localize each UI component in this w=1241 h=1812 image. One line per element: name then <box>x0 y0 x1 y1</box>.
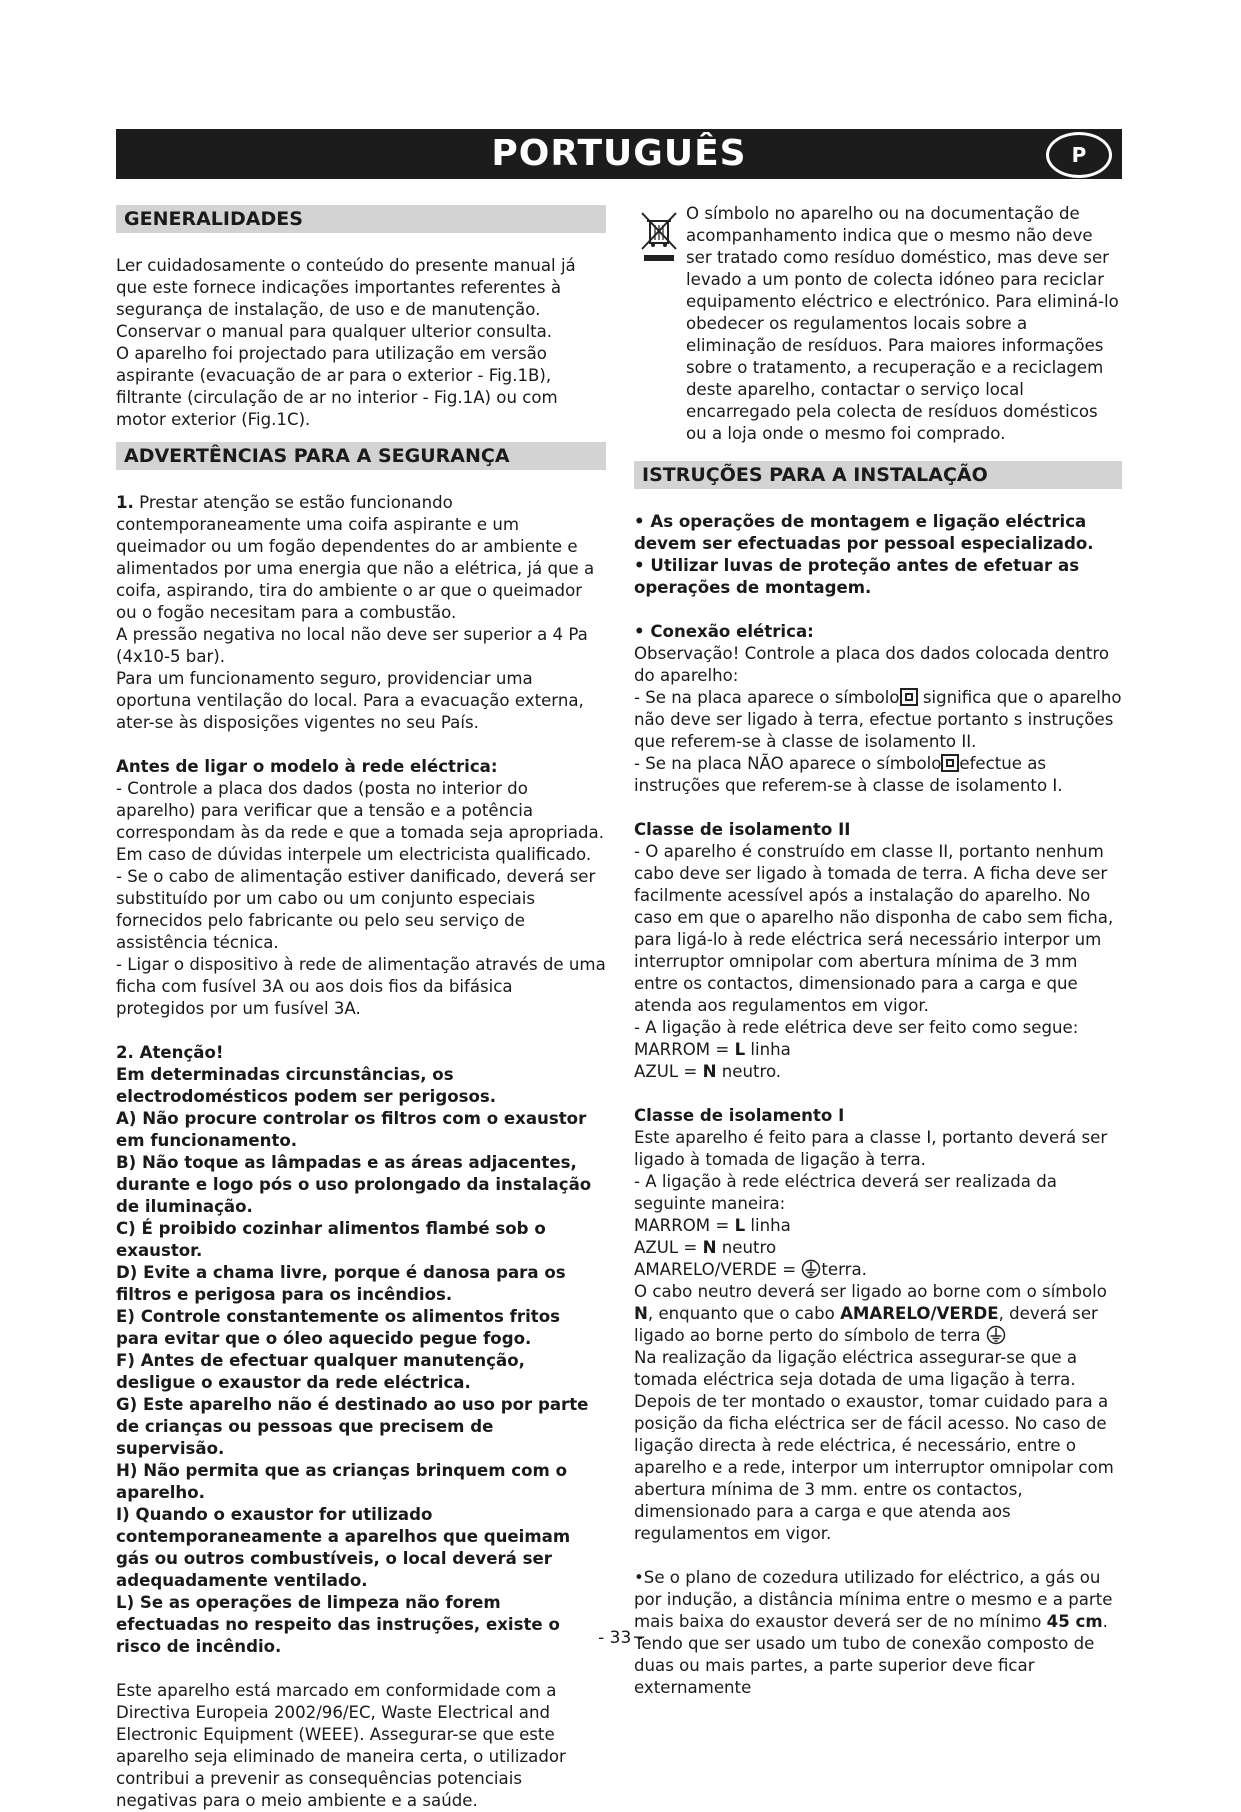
wire-blue-2 <box>634 1237 1122 1259</box>
generalidades-paragraph: Ler cuidadosamente o conteúdo do presente manual já que este fornece indicações importantes referentes à segurança de instalação, de uso e de manutenção. Conservar o manual para qualquer ulterior consulta. <box>116 256 576 341</box>
neutral-wire-text <box>634 1281 1122 1347</box>
neutral-wire-text-a: O cabo neutro deverá ser ligado ao borne com o símbolo <box>634 1282 1107 1301</box>
attention-item-b: B) Não toque as lâmpadas e as áreas adjacentes, durante e logo pós o uso prolongado da instalação de iluminação. <box>116 1153 592 1216</box>
language-badge: P <box>1046 132 1112 178</box>
language-title: PORTUGUÊS <box>491 133 747 174</box>
hob-distance-text-c: . <box>1102 1612 1108 1631</box>
class-i-check <box>634 753 1122 797</box>
attention-heading: 2. Atenção! <box>116 1043 224 1062</box>
class-i-connection: - A ligação à rede eléctrica deverá ser realizada da seguinte maneira: <box>634 1172 1057 1213</box>
class-i-heading: Classe de isolamento I <box>634 1106 845 1125</box>
attention-item-a: A) Não procure controlar os filtros com o exaustor em funcionamento. <box>116 1109 587 1150</box>
wire-blue-key: N <box>702 1062 717 1081</box>
class-ii-connection: - A ligação à rede elétrica deve ser feito como segue: <box>634 1018 1079 1037</box>
class-ii-check-text-b: significa que o aparelho não deve ser ligado à terra, efectue portanto s instruções que referem-se à classe de isolamento II. <box>634 688 1122 751</box>
double-insulation-icon-2 <box>941 754 959 772</box>
before-connecting-item-1: - Controle a placa dos dados (posta no interior do aparelho) para verificar que a tensão e a potência correspondam às da rede e que a tomada seja apropriada. Em caso de dúvidas interpele um electricista qualificado. <box>116 779 604 864</box>
wire-brown-key: L <box>734 1040 746 1059</box>
before-connecting-item-2: - Se o cabo de alimentação estiver danificado, deverá ser substituído por um cabo ou um conjunto especiais fornecidos pelo fabricante ou pelo seu serviço de assistência técnica. <box>116 867 596 952</box>
class-ii-check-text-a: - Se na placa aparece o símbolo <box>634 688 900 707</box>
attention-item-d: D) Evite a chama livre, porque é danosa para os filtros e perigosa para os incêndios. <box>116 1263 566 1304</box>
neutral-wire-text-c: , enquanto que o cabo <box>647 1304 841 1323</box>
attention-item-f: F) Antes de efectuar qualquer manutenção, desligue o exaustor da rede eléctrica. <box>116 1351 525 1392</box>
wire-blue-label: AZUL = <box>634 1062 703 1081</box>
wire-brown-2 <box>634 1215 1122 1237</box>
right-column <box>634 203 1122 1699</box>
warning-number: 1. <box>116 493 134 512</box>
crossed-bin-icon <box>634 205 684 263</box>
wire-brown <box>634 1039 1122 1061</box>
earth-icon-2 <box>986 1325 1006 1345</box>
left-column <box>116 205 606 1812</box>
wire-blue-2-key: N <box>702 1238 717 1257</box>
attention-item-h: H) Não permita que as crianças brinquem com o aparelho. <box>116 1461 567 1502</box>
before-connecting-heading: Antes de ligar o modelo à rede eléctrica: <box>116 757 498 776</box>
section-heading-advertencias: ADVERTÊNCIAS PARA A SEGURANÇA <box>116 442 606 470</box>
warning-paragraph-1 <box>116 492 606 624</box>
neutral-wire-text-e: , deverá ser ligado ao borne perto do símbolo de terra <box>634 1304 1098 1345</box>
neutral-wire-symbol: N <box>634 1304 648 1323</box>
class-ii-text: - O aparelho é construído em classe II, portanto nenhum cabo deve ser ligado à tomada de terra. A ficha deve ser facilmente acessível após a instalação do aparelho. No caso em que o aparelho não disponha de cabo sem ficha, para ligá-lo à rede eléctrica será necessário interpor um interruptor omnipolar com abertura mínima de 3 mm entre os contactos, dimensionado para a carga e que atenda aos regulamentos em vigor. <box>634 842 1114 1015</box>
attention-item-g: G) Este aparelho não é destinado ao uso por parte de crianças ou pessoas que precisem de supervisão. <box>116 1395 589 1458</box>
attention-item-c: C) É proibido cozinhar alimentos flambé sob o exaustor. <box>116 1219 546 1260</box>
wire-brown-2-label: MARROM = <box>634 1216 735 1235</box>
attention-item-i: I) Quando o exaustor for utilizado contemporaneamente a aparelhos que queimam gás ou outros combustíveis, o local deverá ser adequadamente ventilado. <box>116 1505 571 1590</box>
electrical-connection-heading: • Conexão elétrica: <box>634 622 814 641</box>
attention-item-e: E) Controle constantemente os alimentos fritos para evitar que o óleo aquecido pegue fogo. <box>116 1307 560 1348</box>
wire-brown-2-key: L <box>734 1216 746 1235</box>
earth-connection-text: Na realização da ligação eléctrica assegurar-se que a tomada eléctrica seja dotada de uma ligação à terra. Depois de ter montado o exaustor, tomar cuidado para a posição da ficha eléctrica ser de fácil acesso. No caso de ligação directa à rede eléctrica, é necessário, entre o aparelho e a rede, interpor um interruptor omnipolar com abertura mínima de 3 mm. entre os contactos, dimensionado para a carga e que atenda aos regulamentos em vigor. <box>634 1348 1114 1543</box>
wire-yellow-green-value: terra. <box>821 1260 867 1279</box>
weee-paragraph: Este aparelho está marcado em conformidade com a Directiva Europeia 2002/96/EC, Waste Electrical and Electronic Equipment (WEEE). Assegurar-se que este aparelho seja eliminado de maneira certa, o utilizador contribui a prevenir as consequências potenciais negativas para o meio ambiente e a saúde. <box>116 1681 566 1810</box>
hob-distance-text <box>634 1567 1122 1633</box>
class-ii-check <box>634 687 1122 753</box>
wire-brown-2-value: linha <box>745 1216 791 1235</box>
neutral-wire-yellow-green: AMARELO/VERDE <box>840 1304 999 1323</box>
weee-symbol-text: O símbolo no aparelho ou na documentação de acompanhamento indica que o mesmo não deve ser tratado como resíduo doméstico, mas deve ser levado a um ponto de colecta idóneo para reciclar equipamento eléctrico e electrónico. Para eliminá-lo obedecer os regulamentos locais sobre a eliminação de resíduos. Para maiores informações sobre o tratamento, a recuperação e a reciclagem deste aparelho, contactar o serviço local encarregado pela colecta de resíduos domésticos ou a loja onde o mesmo foi comprado. <box>686 204 1119 443</box>
attention-item-l: L) Se as operações de limpeza não forem efectuadas no respeito das instruções, existe o risco de incêndio. <box>116 1593 560 1656</box>
class-ii-heading: Classe de isolamento II <box>634 820 851 839</box>
wire-blue <box>634 1061 1122 1083</box>
wire-yellow-green <box>634 1259 1122 1281</box>
page-number: - 33 - <box>598 1628 643 1648</box>
hob-distance-text-a: •Se o plano de cozedura utilizado for eléctrico, a gás ou por indução, a distância mínima entre o mesmo e a parte mais baixa do exaustor deverá ser de no mínimo <box>634 1568 1113 1631</box>
before-connecting-item-3: - Ligar o dispositivo à rede de alimentação através de uma ficha com fusível 3A ou aos dois fios da bifásica protegidos por um fusível 3A. <box>116 955 606 1018</box>
generalidades-paragraph-2: O aparelho foi projectado para utilização em versão aspirante (evacuação de ar para o exterior - Fig.1B), filtrante (circulação de ar no interior - Fig.1A) ou com motor exterior (Fig.1C). <box>116 344 558 429</box>
attention-intro: Em determinadas circunstâncias, os electrodomésticos podem ser perigosos. <box>116 1065 497 1106</box>
wire-blue-2-label: AZUL = <box>634 1238 703 1257</box>
wire-brown-label: MARROM = <box>634 1040 735 1059</box>
language-banner <box>116 129 1122 179</box>
earth-icon <box>801 1259 821 1279</box>
class-i-check-text-a: - Se na placa NÃO aparece o símbolo <box>634 754 942 773</box>
ventilation-note: Para um funcionamento seguro, providenciar uma oportuna ventilação do local. Para a evacuação externa, ater-se às disposições vigentes no seu País. <box>116 669 584 732</box>
section-heading-generalidades: GENERALIDADES <box>116 205 606 233</box>
installation-bullet-2: • Utilizar luvas de proteção antes de efetuar as operações de montagem. <box>634 556 1080 597</box>
warning-text: Prestar atenção se estão funcionando contemporaneamente uma coifa aspirante e um queimador ou um fogão dependentes do ar ambiente e alimentados por uma energia que não a elétrica, já que a coifa, aspirando, tira do ambiente o ar que o queimador ou o fogão necesitam para a combustão. <box>116 493 595 622</box>
hob-distance-value: 45 cm <box>1046 1612 1103 1631</box>
wire-yellow-green-label: AMARELO/VERDE = <box>634 1260 802 1279</box>
pressure-note: A pressão negativa no local não deve ser superior a 4 Pa (4x10-5 bar). <box>116 625 588 666</box>
class-i-check-text-b: efectue as instruções que referem-se à classe de isolamento I. <box>634 754 1063 795</box>
duct-text: Tendo que ser usado um tubo de conexão composto de duas ou mais partes, a parte superior deve ficar externamente <box>634 1634 1095 1697</box>
wire-blue-value: neutro. <box>716 1062 782 1081</box>
wire-blue-2-value: neutro <box>716 1238 777 1257</box>
observation-text: Observação! Controle a placa dos dados colocada dentro do aparelho: <box>634 644 1110 685</box>
installation-bullet-1: • As operações de montagem e ligação eléctrica devem ser efectuadas por pessoal especializado. <box>634 512 1094 553</box>
section-heading-instalacao: ISTRUÇÕES PARA A INSTALAÇÃO <box>634 461 1122 489</box>
weee-block <box>634 203 1122 445</box>
wire-brown-value: linha <box>745 1040 791 1059</box>
class-i-text: Este aparelho é feito para a classe I, portanto deverá ser ligado à tomada de ligação à terra. <box>634 1128 1108 1169</box>
double-insulation-icon <box>900 688 918 706</box>
